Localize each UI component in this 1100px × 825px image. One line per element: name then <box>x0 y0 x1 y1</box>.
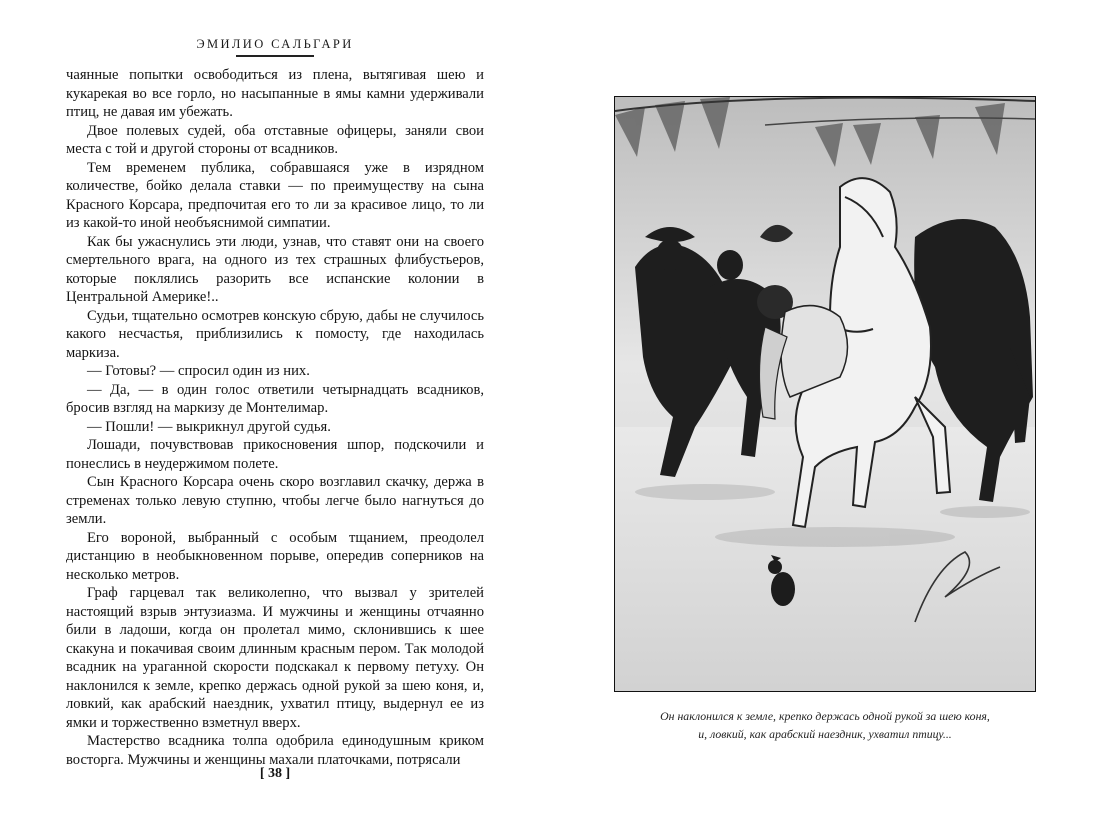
paragraph: чаянные попытки освободиться из плена, вытягивая шею и кукарекая во все горло, но насыпанные в ямы камни удерживали птиц, не давая им убежать. <box>66 67 484 120</box>
running-header: ЭМИЛИО САЛЬГАРИ <box>196 37 354 51</box>
dialogue-line: — Да, — в один голос ответили четырнадцать всадников, бросив взгляд на маркизу де Монтелимар. <box>66 381 484 416</box>
dialogue-line: — Пошли! — выкрикнул другой судья. <box>87 418 331 435</box>
header-rule <box>236 55 314 57</box>
paragraph: Тем временем публика, собравшаяся уже в изрядном количестве, бойко делала ставки — по преимуществу на сына Красного Корсара, предпочитая его то ли за красивое лицо, то ли из какой-то иной необъяснимой симпатии. <box>66 159 484 231</box>
caption-line: и, ловкий, как арабский наездник, ухватил птицу... <box>698 727 952 741</box>
page-number: [ 38 ] <box>259 766 291 781</box>
body-text <box>66 66 484 769</box>
caption-line: Он наклонился к земле, крепко держась одной рукой за шею коня, <box>660 709 990 723</box>
paragraph: Граф гарцевал так великолепно, что вызвал у зрителей настоящий взрыв энтузиазма. И мужчины и женщины отчаянно били в ладоши, когда он пролетал мимо, склонившись к шее скакуна и покачивая своим длинным красным пером. Так молодой всадник на ураганной скорости подскакал к первому петуху. Он наклонился к земле, крепко держась одной рукой за шею коня, и, ловкий, как арабский наездник, ухватил птицу, выдернул ее из ямки и торжественно взметнул вверх. <box>66 585 484 731</box>
paragraph: Как бы ужаснулись эти люди, узнав, что ставят они на своего смертельного врага, на одного из тех страшных флибустьеров, которые поклялись разорить все испанские колонии в Центральной Америке!.. <box>66 233 484 305</box>
paragraph: Мастерство всадника толпа одобрила единодушным криком восторга. Мужчины и женщины махали платочками, потрясали <box>66 733 484 768</box>
paragraph: Сын Красного Корсара очень скоро возглавил скачку, держа в стременах только левую ступню, чтобы легче было нагнуться до земли. <box>66 474 484 527</box>
paragraph: Его вороной, выбранный с особым тщанием, преодолел дистанцию в необыкновенном порыве, опередив соперников на несколько метров. <box>66 529 484 583</box>
engraving-horse-race-illustration <box>614 96 1036 692</box>
illustration-caption <box>600 707 1050 743</box>
dialogue-line: — Готовы? — спросил один из них. <box>87 363 310 379</box>
paragraph: Двое полевых судей, оба отставные офицеры, заняли свои места с той и другой стороны от всадников. <box>66 122 484 157</box>
paragraph: Лошади, почувствовав прикосновения шпор, подскочили и понеслись в неудержимом полете. <box>66 437 484 472</box>
paragraph: Судьи, тщательно осмотрев конскую сбрую, дабы не случилось какого несчастья, приблизились к помосту, где находилась маркиза. <box>66 307 484 361</box>
